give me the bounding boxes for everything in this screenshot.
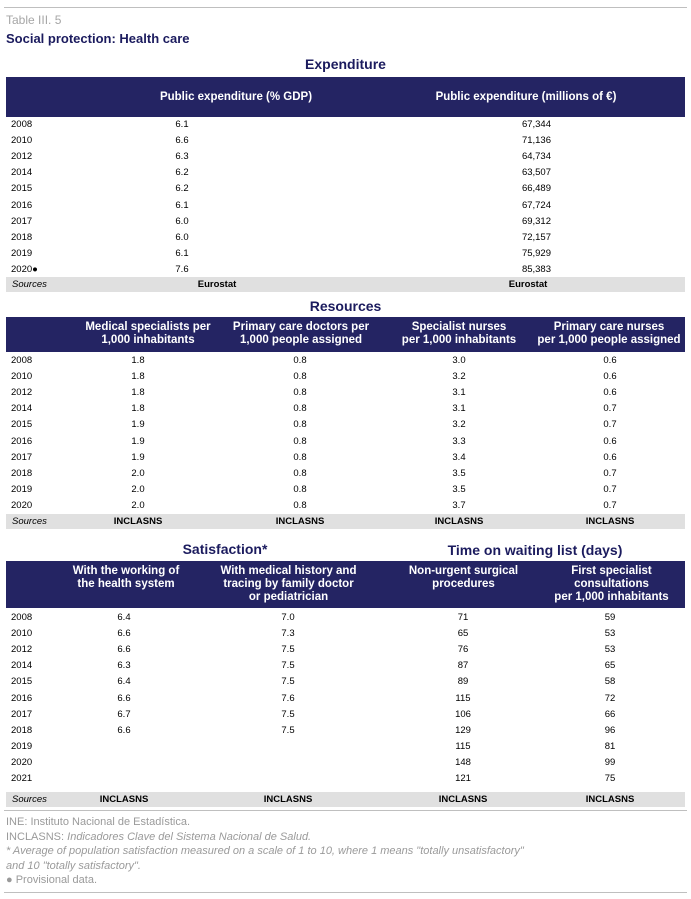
value-cell: 0.8 xyxy=(293,499,307,511)
value-cell: 71,136 xyxy=(521,135,551,147)
value-cell: 6.2 xyxy=(175,183,189,195)
source-cell: INCLASNS xyxy=(585,794,635,805)
value-cell: 3.3 xyxy=(452,435,466,447)
top-rule xyxy=(4,7,687,8)
col-header-line: 1,000 people assigned xyxy=(239,334,363,346)
value-cell: 0.8 xyxy=(293,371,307,383)
year-cell: 2020 xyxy=(11,499,33,511)
source-cell: Eurostat xyxy=(508,279,548,290)
year-cell: 2017 xyxy=(11,215,33,227)
col-header-line: Primary care nurses xyxy=(553,321,665,333)
note-ine: INE: Instituto Nacional de Estadística. xyxy=(6,816,191,828)
col-header-line: consultations xyxy=(574,578,649,590)
table-row xyxy=(6,400,685,416)
table-row xyxy=(6,213,685,229)
col-header xyxy=(384,321,534,347)
value-cell: 1.8 xyxy=(131,371,145,383)
col-header-line: per 1,000 people assigned xyxy=(537,334,681,346)
value-cell: 0.8 xyxy=(293,435,307,447)
table-row xyxy=(6,673,685,689)
value-cell: 3.4 xyxy=(452,451,466,463)
value-cell: 0.8 xyxy=(293,483,307,495)
col-header xyxy=(391,565,536,591)
value-cell: 3.0 xyxy=(452,355,466,366)
value-cell: 6.4 xyxy=(117,676,131,688)
value-cell: 6.1 xyxy=(175,247,189,259)
year-cell: 2010 xyxy=(11,135,33,147)
value-cell: 6.6 xyxy=(117,628,131,640)
value-cell: 67,344 xyxy=(521,119,551,130)
table-row xyxy=(6,197,685,213)
notes-rule xyxy=(4,810,687,811)
value-cell: 7.0 xyxy=(281,612,295,623)
value-cell: 6.6 xyxy=(117,724,131,736)
col-header-line: 1,000 inhabitants xyxy=(101,334,195,346)
value-cell: 7.5 xyxy=(281,676,295,688)
table-row xyxy=(6,481,685,497)
value-cell: 72,157 xyxy=(521,231,551,243)
note-inclasns-prefix: INCLASNS: xyxy=(6,830,68,843)
table-row xyxy=(6,164,685,180)
value-cell: 69,312 xyxy=(521,215,551,227)
source-cell: INCLASNS xyxy=(99,794,149,805)
value-cell: 0.6 xyxy=(603,387,617,399)
value-cell: 1.9 xyxy=(131,435,145,447)
value-cell: 67,724 xyxy=(521,199,551,211)
value-cell: 59 xyxy=(604,612,616,623)
value-cell: 1.9 xyxy=(131,451,145,463)
value-cell: 65 xyxy=(457,628,469,640)
table-row xyxy=(6,770,685,786)
source-cell: INCLASNS xyxy=(263,794,313,805)
value-cell: 81 xyxy=(604,740,616,752)
year-cell: 2017 xyxy=(11,708,33,720)
year-cell: 2016 xyxy=(11,692,33,704)
value-cell: 75 xyxy=(604,773,616,784)
note-provisional: ● Provisional data. xyxy=(6,874,98,886)
footnote-2: and 10 "totally satisfactory". xyxy=(6,859,141,872)
col-header-line: Primary care doctors per xyxy=(232,321,370,333)
value-cell: 7.3 xyxy=(281,628,295,640)
value-cell: 121 xyxy=(455,773,471,784)
col-header-line: With medical history and xyxy=(220,565,357,577)
col-header-line: With the working of xyxy=(72,565,180,577)
value-cell: 0.6 xyxy=(603,371,617,383)
table-row xyxy=(6,754,685,770)
year-cell: 2019 xyxy=(11,247,33,259)
col-header-line: tracing by family doctor xyxy=(223,578,354,590)
table-row xyxy=(6,609,685,625)
value-cell: 75,929 xyxy=(521,247,551,259)
value-cell: 72 xyxy=(604,692,616,704)
value-cell: 0.7 xyxy=(603,419,617,431)
source-cell: INCLASNS xyxy=(585,516,635,527)
sources-label: Sources xyxy=(12,516,47,527)
value-cell: 1.9 xyxy=(131,419,145,431)
col-header-line: Specialist nurses xyxy=(411,321,507,333)
value-cell: 96 xyxy=(604,724,616,736)
value-cell: 6.3 xyxy=(175,151,189,163)
table-row xyxy=(6,706,685,722)
value-cell: 58 xyxy=(604,676,616,688)
value-cell: 2.0 xyxy=(131,483,145,495)
value-cell: 3.1 xyxy=(452,387,466,399)
value-cell: 6.6 xyxy=(117,692,131,704)
value-cell: 0.8 xyxy=(293,355,307,366)
table-row xyxy=(6,690,685,706)
value-cell: 6.4 xyxy=(117,612,131,623)
table-row xyxy=(6,132,685,148)
col-header-line: procedures xyxy=(432,578,495,590)
sources-label: Sources xyxy=(12,279,47,290)
source-cell: INCLASNS xyxy=(434,516,484,527)
value-cell: 66,489 xyxy=(521,183,551,195)
value-cell: 0.7 xyxy=(603,403,617,415)
year-cell: 2015 xyxy=(11,676,33,688)
value-cell: 115 xyxy=(455,692,471,704)
value-cell: 6.7 xyxy=(117,708,131,720)
year-cell: 2015 xyxy=(11,419,33,431)
value-cell: 1.8 xyxy=(131,387,145,399)
table-row xyxy=(6,641,685,657)
value-cell: 0.8 xyxy=(293,387,307,399)
table-row xyxy=(6,416,685,432)
expenditure-header xyxy=(6,77,685,117)
year-cell: 2014 xyxy=(11,660,33,672)
year-cell: 2010 xyxy=(11,628,33,640)
value-cell: 76 xyxy=(457,644,469,656)
col-header-line: First specialist xyxy=(571,565,652,577)
table-row xyxy=(6,657,685,673)
col-header xyxy=(206,565,371,604)
value-cell: 0.8 xyxy=(293,467,307,479)
value-cell: 53 xyxy=(604,644,616,656)
value-cell: 6.6 xyxy=(117,644,131,656)
value-cell: 106 xyxy=(455,708,471,720)
table-row xyxy=(6,245,685,261)
table-row xyxy=(6,449,685,465)
value-cell: 129 xyxy=(455,724,471,736)
value-cell: 65 xyxy=(604,660,616,672)
table-row xyxy=(6,465,685,481)
value-cell: 148 xyxy=(455,756,471,768)
year-cell: 2019 xyxy=(11,740,33,752)
waiting-list-heading: Time on waiting list (days) xyxy=(447,542,623,558)
table-row xyxy=(6,384,685,400)
col-header xyxy=(68,321,228,347)
value-cell: 3.7 xyxy=(452,499,466,511)
value-cell: 115 xyxy=(455,740,471,752)
year-cell: 2012 xyxy=(11,387,33,399)
expenditure-heading: Expenditure xyxy=(305,56,386,72)
value-cell: 6.1 xyxy=(175,199,189,211)
value-cell: 0.8 xyxy=(293,451,307,463)
source-cell: Eurostat xyxy=(197,279,237,290)
table-row xyxy=(6,368,685,384)
value-cell: 53 xyxy=(604,628,616,640)
table-row xyxy=(6,352,685,368)
note-inclasns-text: Indicadores Clave del Sistema Nacional de Salud. xyxy=(67,830,312,843)
value-cell: 7.5 xyxy=(281,644,295,656)
table-label: Table III. 5 xyxy=(6,13,62,27)
value-cell: 1.8 xyxy=(131,355,145,366)
sources-label: Sources xyxy=(12,794,47,805)
year-cell: 2020 xyxy=(11,756,33,768)
table-row xyxy=(6,229,685,245)
expenditure-sources xyxy=(6,277,685,292)
value-cell: 7.6 xyxy=(281,692,295,704)
col-header xyxy=(539,565,684,604)
value-cell: 0.6 xyxy=(603,355,617,366)
value-cell: 2.0 xyxy=(131,499,145,511)
value-cell: 63,507 xyxy=(521,167,551,179)
col-header-line: the health system xyxy=(77,578,175,590)
col-header xyxy=(221,321,381,347)
note-inclasns xyxy=(6,830,524,845)
value-cell: 6.1 xyxy=(175,119,189,130)
year-cell: 2016 xyxy=(11,435,33,447)
value-cell: 0.7 xyxy=(603,483,617,495)
value-cell: 89 xyxy=(457,676,469,688)
year-cell: 2017 xyxy=(11,451,33,463)
value-cell: 1.8 xyxy=(131,403,145,415)
value-cell: 0.8 xyxy=(293,403,307,415)
year-cell: 2018 xyxy=(11,467,33,479)
value-cell: 0.8 xyxy=(293,419,307,431)
value-cell: 6.3 xyxy=(117,660,131,672)
footnote-1: * Average of population satisfaction measured on a scale of 1 to 10, where 1 means "totally unsatisfactory" xyxy=(6,845,524,857)
value-cell: 7.5 xyxy=(281,660,295,672)
col-header-line: or pediatrician xyxy=(248,591,329,603)
value-cell: 7.5 xyxy=(281,724,295,736)
value-cell: 7.5 xyxy=(281,708,295,720)
page-title: Social protection: Health care xyxy=(6,31,190,46)
year-cell: 2008 xyxy=(11,355,33,366)
year-cell: 2012 xyxy=(11,644,33,656)
value-cell: 6.6 xyxy=(175,135,189,147)
table-row xyxy=(6,738,685,754)
col-header xyxy=(51,565,201,591)
value-cell: 71 xyxy=(457,612,469,623)
table-row xyxy=(6,180,685,196)
table-row xyxy=(6,148,685,164)
value-cell: 64,734 xyxy=(521,151,551,163)
value-cell: 87 xyxy=(457,660,469,672)
year-cell: 2010 xyxy=(11,371,33,383)
year-cell: 2019 xyxy=(11,483,33,495)
value-cell: 99 xyxy=(604,756,616,768)
table-row xyxy=(6,625,685,641)
resources-header xyxy=(6,317,685,352)
col-header xyxy=(533,321,685,347)
source-cell: INCLASNS xyxy=(275,516,325,527)
value-cell: 0.7 xyxy=(603,499,617,511)
year-cell: 2018 xyxy=(11,724,33,736)
year-cell: 2008 xyxy=(11,612,33,623)
col-header: Public expenditure (% GDP) xyxy=(159,91,313,103)
value-cell: 85,383 xyxy=(521,263,551,275)
year-cell: 2015 xyxy=(11,183,33,195)
table-row xyxy=(6,497,685,513)
table-row xyxy=(6,722,685,738)
source-cell: INCLASNS xyxy=(438,794,488,805)
value-cell: 3.5 xyxy=(452,467,466,479)
satisfaction-sources xyxy=(6,792,685,807)
value-cell: 6.2 xyxy=(175,167,189,179)
resources-sources xyxy=(6,514,685,529)
value-cell: 2.0 xyxy=(131,467,145,479)
value-cell: 3.2 xyxy=(452,419,466,431)
satisfaction-heading: Satisfaction* xyxy=(182,541,268,557)
year-cell: 2014 xyxy=(11,403,33,415)
col-header-line: per 1,000 inhabitants xyxy=(554,591,669,603)
table-row xyxy=(6,261,685,277)
year-cell: 2008 xyxy=(11,119,33,130)
table-row xyxy=(6,116,685,132)
source-cell: INCLASNS xyxy=(113,516,163,527)
value-cell: 7.6 xyxy=(175,263,189,275)
year-cell: 2020● xyxy=(11,263,38,275)
value-cell: 0.6 xyxy=(603,435,617,447)
bottom-rule xyxy=(4,892,687,893)
year-cell: 2012 xyxy=(11,151,33,163)
year-cell: 2018 xyxy=(11,231,33,243)
value-cell: 0.6 xyxy=(603,451,617,463)
notes xyxy=(6,815,524,888)
col-header-line: Medical specialists per xyxy=(85,321,211,333)
year-cell: 2014 xyxy=(11,167,33,179)
col-header-line: Non-urgent surgical xyxy=(408,565,519,577)
resources-heading: Resources xyxy=(309,298,382,314)
col-header-line: per 1,000 inhabitants xyxy=(401,334,517,346)
value-cell: 3.2 xyxy=(452,371,466,383)
value-cell: 6.0 xyxy=(175,231,189,243)
col-header: Public expenditure (millions of €) xyxy=(435,91,617,103)
year-cell: 2016 xyxy=(11,199,33,211)
table-row xyxy=(6,433,685,449)
value-cell: 66 xyxy=(604,708,616,720)
value-cell: 3.1 xyxy=(452,403,466,415)
value-cell: 0.7 xyxy=(603,467,617,479)
satisfaction-header xyxy=(6,561,685,608)
value-cell: 3.5 xyxy=(452,483,466,495)
year-cell: 2021 xyxy=(11,773,33,784)
value-cell: 6.0 xyxy=(175,215,189,227)
